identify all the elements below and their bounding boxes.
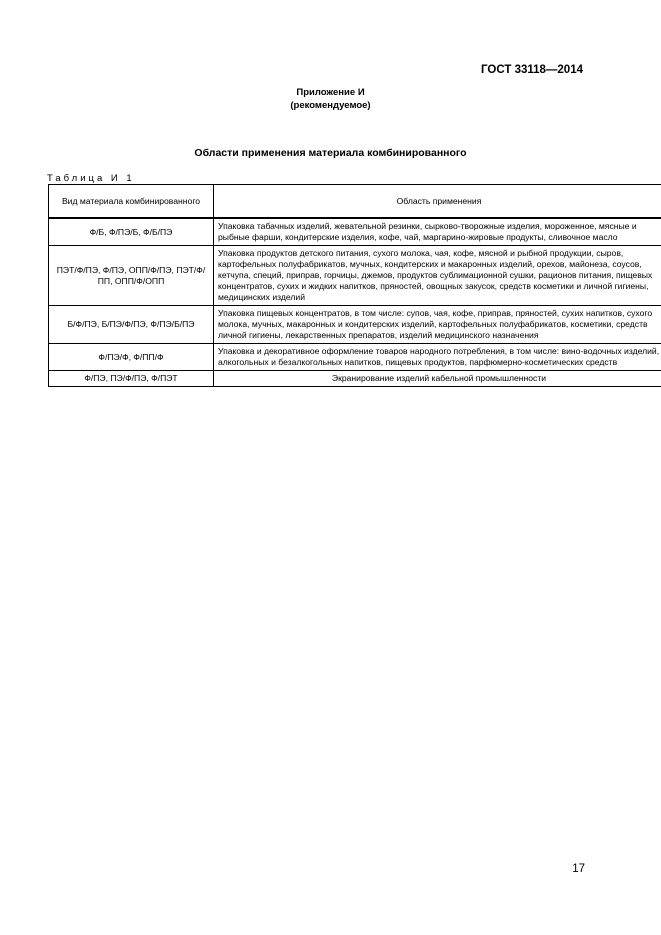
table-header-row xyxy=(49,185,661,219)
application-table xyxy=(48,184,661,387)
section-title: Области применения материала комбинированного xyxy=(194,147,467,159)
table-row xyxy=(49,306,661,344)
table-row xyxy=(49,246,661,306)
appendix-subtitle: (рекомендуемое) xyxy=(290,100,371,111)
cell-application: Упаковка продуктов детского питания, сухого молока, чая, кофе, мясной и рыбной продукции, сыров, картофельных полуфабрикатов, мучных, кондитерских и макаронных изделий, орехов, майонеза, соусов, кетчупа, специй, приправ, горчицы, джемов, продуктов сублимационной сушки, рационов питания, пищевых концентратов, сухих и жидких напитков, пряностей, овощных закусок, средств косметики и личной гигиены, медицинских изделий xyxy=(214,246,661,306)
cell-material: ПЭТ/Ф/ПЭ, Ф/ПЭ, ОПП/Ф/ПЭ, ПЭТ/Ф/ПП, ОПП/Ф/ОПП xyxy=(49,246,214,306)
table-row xyxy=(49,218,661,246)
document-code: ГОСТ 33118—2014 xyxy=(481,64,583,76)
cell-application: Упаковка и декоративное оформление товаров народного потребления, в том числе: вино-водочных изделий, алкогольных и безалкогольных напитков, пищевых продуктов, парфюмерно-косметических средств xyxy=(214,344,661,371)
cell-material: Ф/ПЭ/Ф, Ф/ПП/Ф xyxy=(49,344,214,371)
header-material: Вид материала комбинированного xyxy=(49,185,214,219)
cell-material: Ф/Б, Ф/ПЭ/Б, Ф/Б/ПЭ xyxy=(49,218,214,246)
header-application: Область применения xyxy=(214,185,661,219)
cell-material: Ф/ПЭ, ПЭ/Ф/ПЭ, Ф/ПЭТ xyxy=(49,371,214,387)
page-number: 17 xyxy=(572,863,585,875)
cell-material: Б/Ф/ПЭ, Б/ПЭ/Ф/ПЭ, Ф/ПЭ/Б/ПЭ xyxy=(49,306,214,344)
table-row xyxy=(49,344,661,371)
cell-application: Экранирование изделий кабельной промышленности xyxy=(214,371,661,387)
appendix-heading xyxy=(0,86,661,112)
appendix-title: Приложение И xyxy=(296,87,365,98)
cell-application: Упаковка пищевых концентратов, в том числе: супов, чая, кофе, приправ, пряностей, сухих напитков, сухого молока, мучных, макаронных и кондитерских изделий, картофельных полуфабрикатов, косметики, средств личной гигиены, лекарственных препаратов, изделий медицинского назначения xyxy=(214,306,661,344)
table-caption: Таблица И 1 xyxy=(47,173,135,184)
table-row xyxy=(49,371,661,387)
cell-application: Упаковка табачных изделий, жевательной резинки, сырково-творожные изделия, мороженное, мясные и рыбные фарши, кондитерские изделия, кофе, чай, маргарино-жировые продукты, сливочное масло xyxy=(214,218,661,246)
